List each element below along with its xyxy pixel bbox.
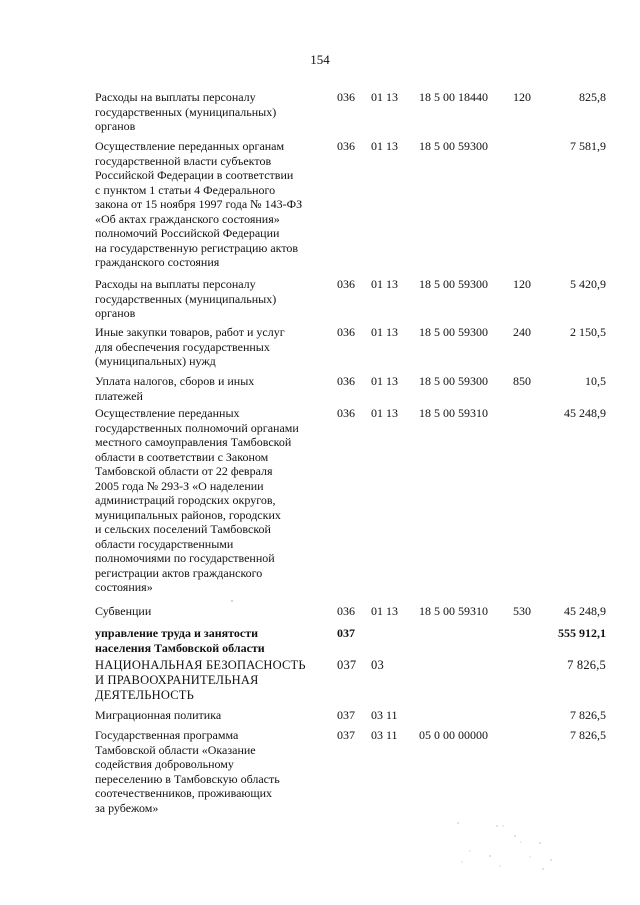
row-sum: 10,5: [585, 374, 606, 388]
row-sum: 7 826,5: [570, 708, 606, 722]
row-description: Осуществление переданных органам государственной власти субъектов Российской Федерации в соответствии с пунктом 1 статьи 4 Федерального закона от 15 ноября 1997 года № 143-ФЗ «Об актах гражданского состояния» полномочий Российской Федерации на государственную регистрацию актов гражданского состояния: [95, 139, 303, 269]
row-expense-type: 240: [513, 325, 531, 339]
row-ved-code: 036: [337, 374, 355, 388]
row-expense-type: 120: [513, 277, 531, 291]
row-description: НАЦИОНАЛЬНАЯ БЕЗОПАСНОСТЬ И ПРАВООХРАНИТЕЛЬНАЯ ДЕЯТЕЛЬНОСТЬ: [95, 658, 306, 702]
row-section-code: 03 11: [371, 708, 398, 722]
row-description: Иные закупки товаров, работ и услуг для обеспечения государственных (муниципальных) нужд: [95, 325, 285, 368]
row-description: Субвенции: [95, 604, 152, 618]
row-target-code: 18 5 00 59300: [419, 325, 488, 339]
row-target-code: 05 0 00 00000: [419, 728, 488, 742]
row-sum: 45 248,9: [564, 406, 606, 420]
row-sum: 45 248,9: [564, 604, 606, 618]
page-number: 154: [310, 52, 330, 67]
row-section-code: 01 13: [371, 277, 398, 291]
row-section-code: 01 13: [371, 406, 398, 420]
row-target-code: 18 5 00 59310: [419, 406, 488, 420]
row-description: Осуществление переданных государственных полномочий органами местного самоуправления Тамбовской области в соответствии с Законом Тамбовской области от 22 февраля 2005 года № 293-З «О наделении администраций городских округов, муниципальных районов, городских и сельских поселений Тамбовской области государственными полномочиями по государственной регистрации актов гражданского состояния»: [95, 406, 299, 594]
row-section-code: 01 13: [371, 325, 398, 339]
row-description: Расходы на выплаты персоналу государственных (муниципальных) органов: [95, 277, 277, 320]
row-ved-code: 037: [337, 626, 355, 640]
row-expense-type: 850: [513, 374, 531, 388]
row-sum: 5 420,9: [570, 277, 606, 291]
row-target-code: 18 5 00 59300: [419, 374, 488, 388]
row-target-code: 18 5 00 59300: [419, 277, 488, 291]
row-description: управление труда и занятости населения Тамбовской области: [95, 626, 265, 655]
row-ved-code: 036: [337, 406, 355, 420]
row-section-code: 03: [371, 658, 384, 672]
row-sum: 555 912,1: [558, 626, 606, 640]
row-description: Государственная программа Тамбовской области «Оказание содействия добровольному переселению в Тамбовскую область соотечественников, проживающих за рубежом»: [95, 728, 280, 815]
row-ved-code: 037: [337, 658, 357, 672]
row-expense-type: 120: [513, 90, 531, 104]
row-ved-code: 036: [337, 90, 355, 104]
row-target-code: 18 5 00 59300: [419, 139, 488, 153]
row-sum: 7 826,5: [570, 728, 606, 742]
row-ved-code: 036: [337, 139, 355, 153]
row-sum: 7 581,9: [570, 139, 606, 153]
row-description: Уплата налогов, сборов и иных платежей: [95, 374, 255, 403]
row-description: Расходы на выплаты персоналу государственных (муниципальных) органов: [95, 90, 277, 133]
row-sum: 7 826,5: [567, 658, 606, 672]
row-section-code: 01 13: [371, 374, 398, 388]
row-sum: 2 150,5: [570, 325, 606, 339]
row-target-code: 18 5 00 59310: [419, 604, 488, 618]
row-section-code: 01 13: [371, 604, 398, 618]
row-ved-code: 036: [337, 277, 355, 291]
row-target-code: 18 5 00 18440: [419, 90, 488, 104]
row-expense-type: 530: [513, 604, 531, 618]
row-ved-code: 036: [337, 604, 355, 618]
row-section-code: 03 11: [371, 728, 398, 742]
row-sum: 825,8: [579, 90, 606, 104]
row-description: Миграционная политика: [95, 708, 222, 722]
row-section-code: 01 13: [371, 90, 398, 104]
row-ved-code: 037: [337, 728, 355, 742]
row-ved-code: 036: [337, 325, 355, 339]
row-section-code: 01 13: [371, 139, 398, 153]
row-ved-code: 037: [337, 708, 355, 722]
